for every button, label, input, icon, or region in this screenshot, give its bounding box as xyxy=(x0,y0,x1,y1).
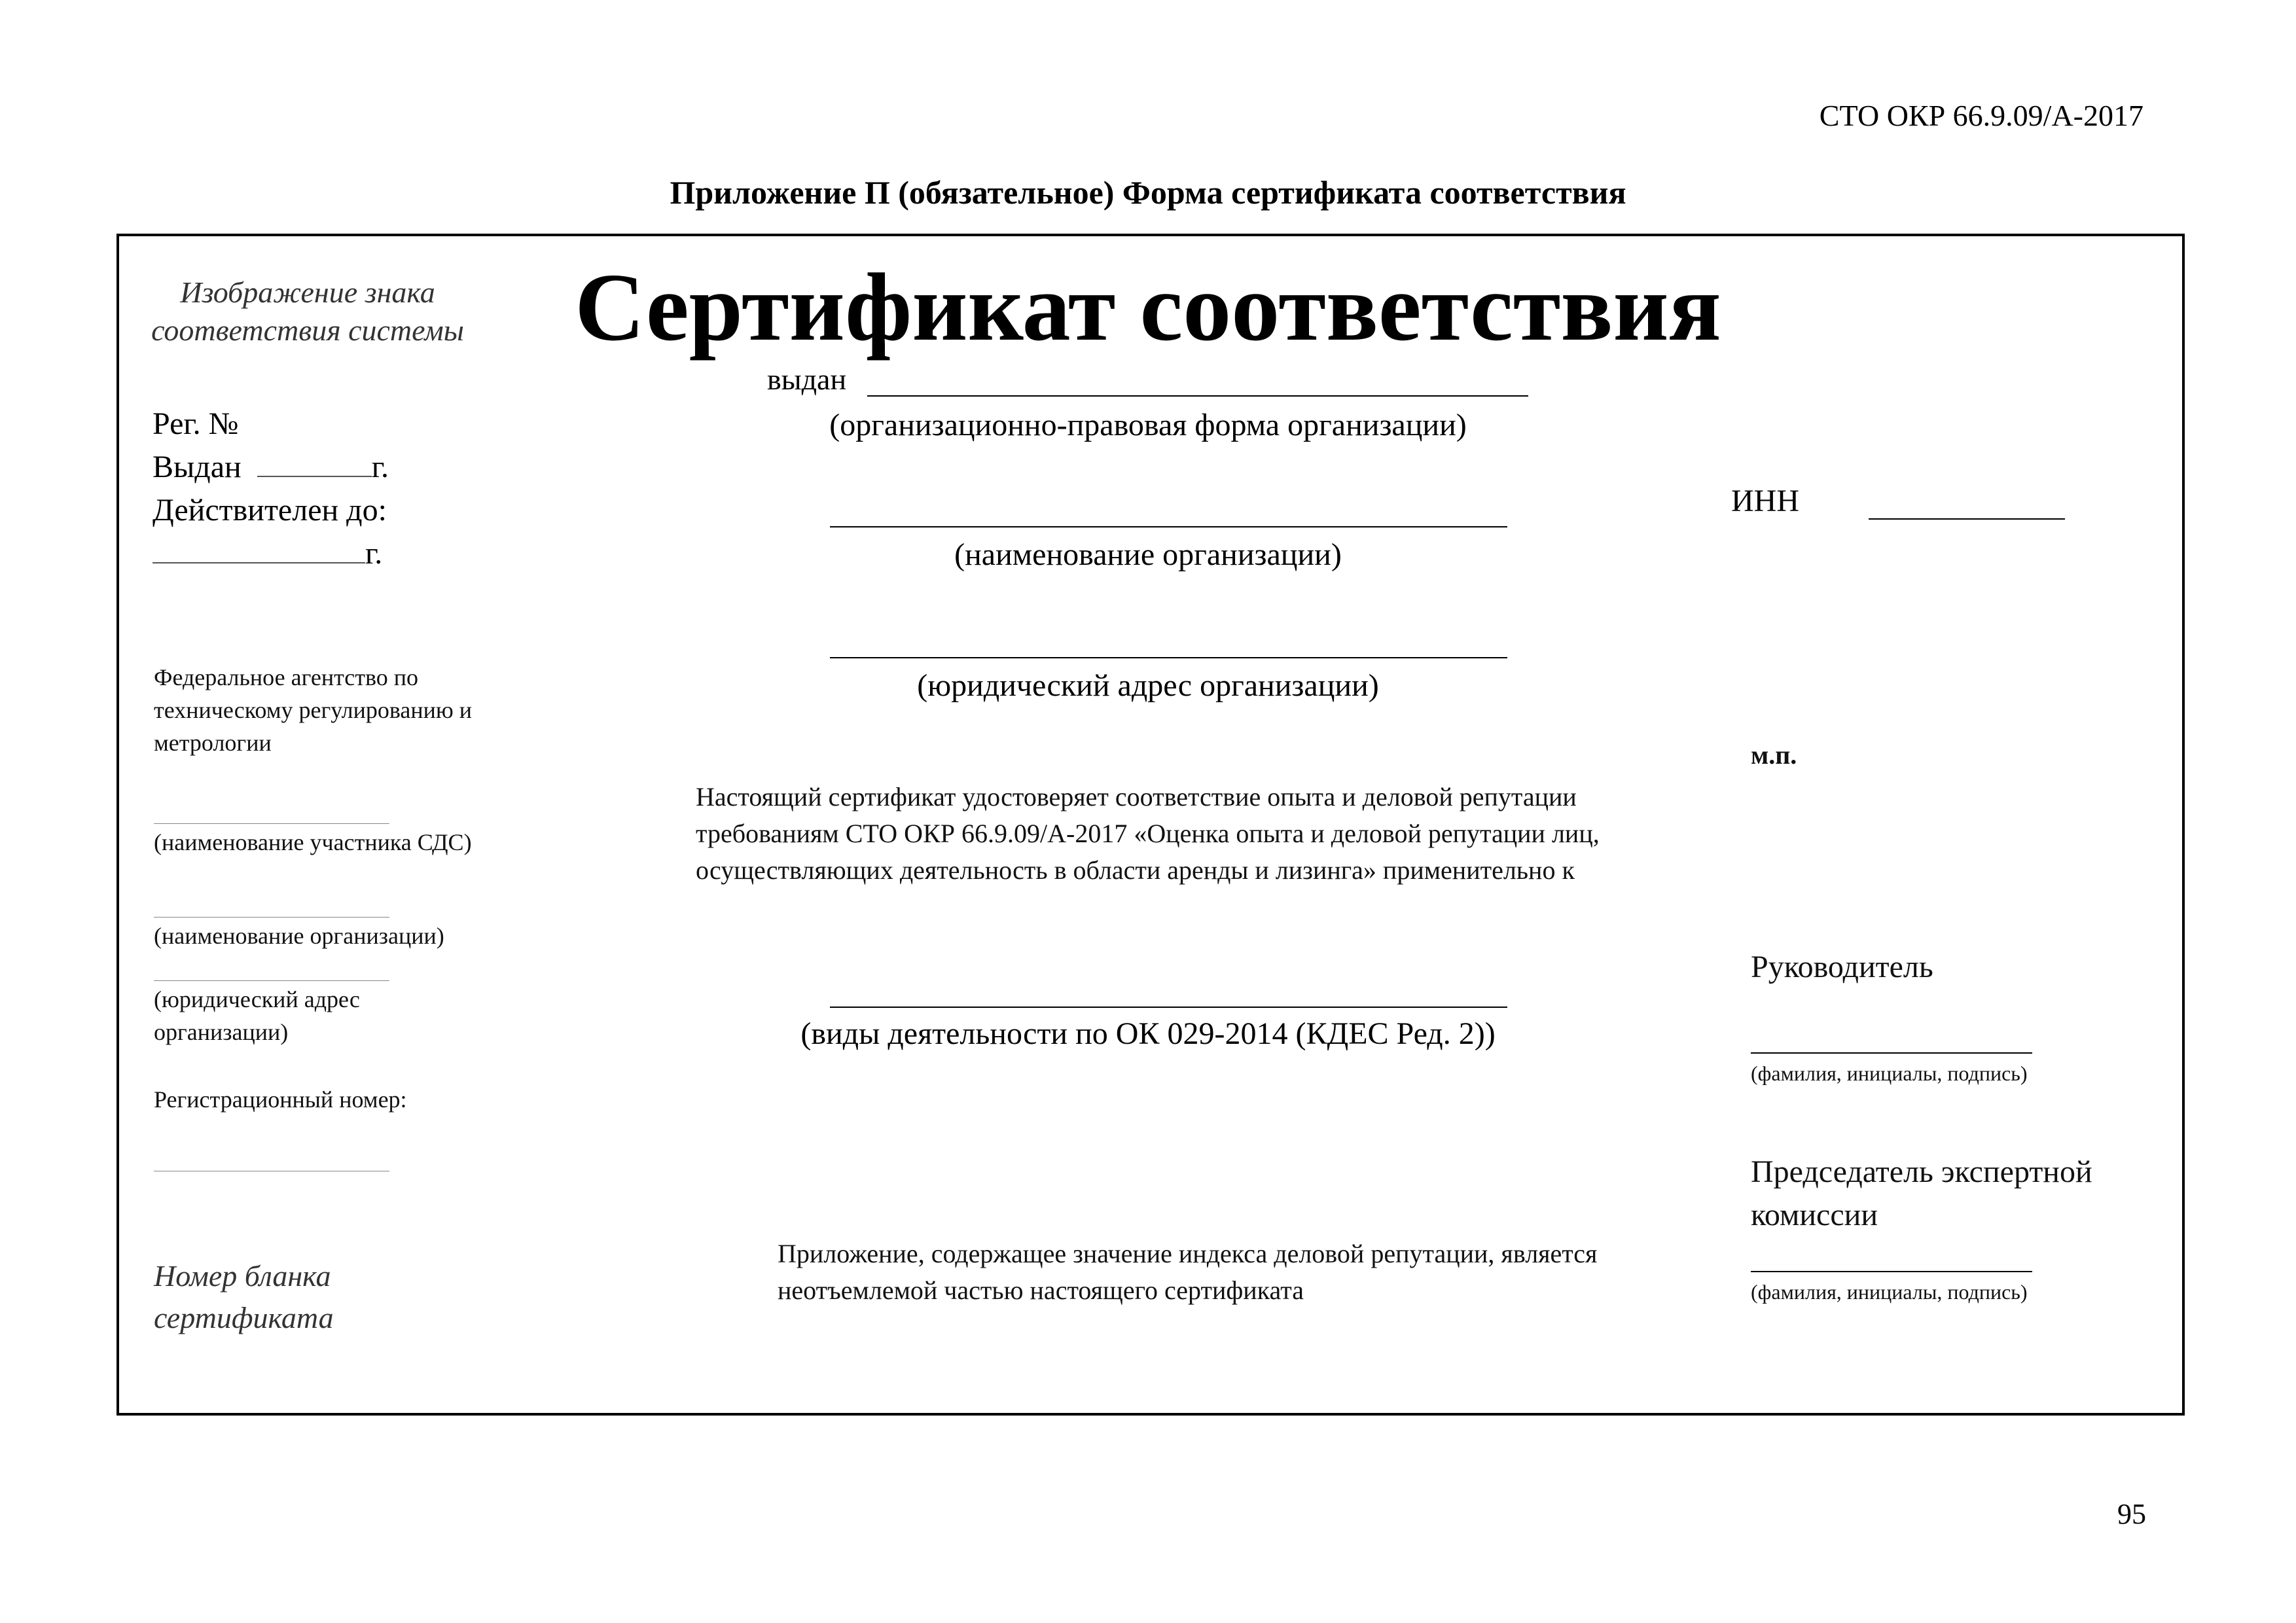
certificate-statement: Настоящий сертификат удостоверяет соответствие опыта и деловой репутации требованиям СТО ОКР 66.9.09/А-2017 «Оценка опыта и деловой репутации лиц, осуществляющих деятельность в области аренды и лизинга» применительно к xyxy=(696,782,1600,885)
seal-place: м.п. xyxy=(1751,740,1797,770)
org-name-blank[interactable] xyxy=(830,526,1507,527)
document-code: СТО ОКР 66.9.09/А-2017 xyxy=(1819,99,2144,132)
valid-until-label: Действителен до: xyxy=(152,493,387,527)
left-org-name-blank[interactable] xyxy=(154,917,389,918)
sds-participant-caption: (наименование участника СДС) xyxy=(154,829,472,855)
blank-number-label: Номер бланка сертификата xyxy=(154,1259,334,1334)
sds-participant-blank[interactable] xyxy=(154,823,389,824)
left-legal-address-blank[interactable] xyxy=(154,980,389,981)
activity-blank[interactable] xyxy=(830,1007,1507,1008)
legal-address-caption: (юридический адрес организации) xyxy=(917,668,1379,703)
inn-blank[interactable] xyxy=(1869,518,2065,520)
certificate-title: Сертификат соответствия xyxy=(575,254,1721,361)
org-name-caption: (наименование организации) xyxy=(954,537,1342,572)
head-signature-blank[interactable] xyxy=(1751,1052,2032,1054)
issued-year-suffix: г. xyxy=(371,450,389,484)
issued-to-label: выдан xyxy=(767,363,847,396)
legal-form-caption: (организационно-правовая форма организации) xyxy=(829,408,1467,442)
valid-year-suffix: г. xyxy=(365,536,383,571)
page-number: 95 xyxy=(2117,1498,2146,1530)
reg-number-label: Рег. № xyxy=(152,406,239,441)
inn-label: ИНН xyxy=(1731,484,1799,518)
registration-number-label: Регистрационный номер: xyxy=(154,1086,407,1113)
chair-signature-blank[interactable] xyxy=(1751,1271,2032,1272)
left-org-name-caption: (наименование организации) xyxy=(154,923,444,949)
issued-date-blank[interactable] xyxy=(257,476,372,477)
issued-date-row xyxy=(152,446,389,489)
chair-label: Председатель экспертной комиссии xyxy=(1751,1154,2092,1232)
agency-name: Федеральное агентство по техническому регулированию и метрологии xyxy=(154,664,473,756)
legal-address-blank[interactable] xyxy=(830,657,1507,658)
conformity-mark-caption: Изображение знака соответствия системы xyxy=(151,276,464,347)
appendix-title: Приложение П (обязательное) Форма сертификата соответствия xyxy=(670,174,1626,211)
legal-form-blank[interactable] xyxy=(867,395,1528,397)
chair-signature-caption: (фамилия, инициалы, подпись) xyxy=(1751,1280,2028,1304)
left-legal-address-caption: (юридический адрес организации) xyxy=(154,986,360,1045)
activity-caption: (виды деятельности по ОК 029-2014 (КДЕС Ред. 2)) xyxy=(800,1016,1496,1051)
head-label: Руководитель xyxy=(1751,950,1933,984)
issued-label: Выдан xyxy=(152,450,242,484)
annex-note: Приложение, содержащее значение индекса деловой репутации, является неотъемлемой частью настоящего сертификата xyxy=(778,1239,1598,1305)
head-signature-caption: (фамилия, инициалы, подпись) xyxy=(1751,1061,2028,1085)
